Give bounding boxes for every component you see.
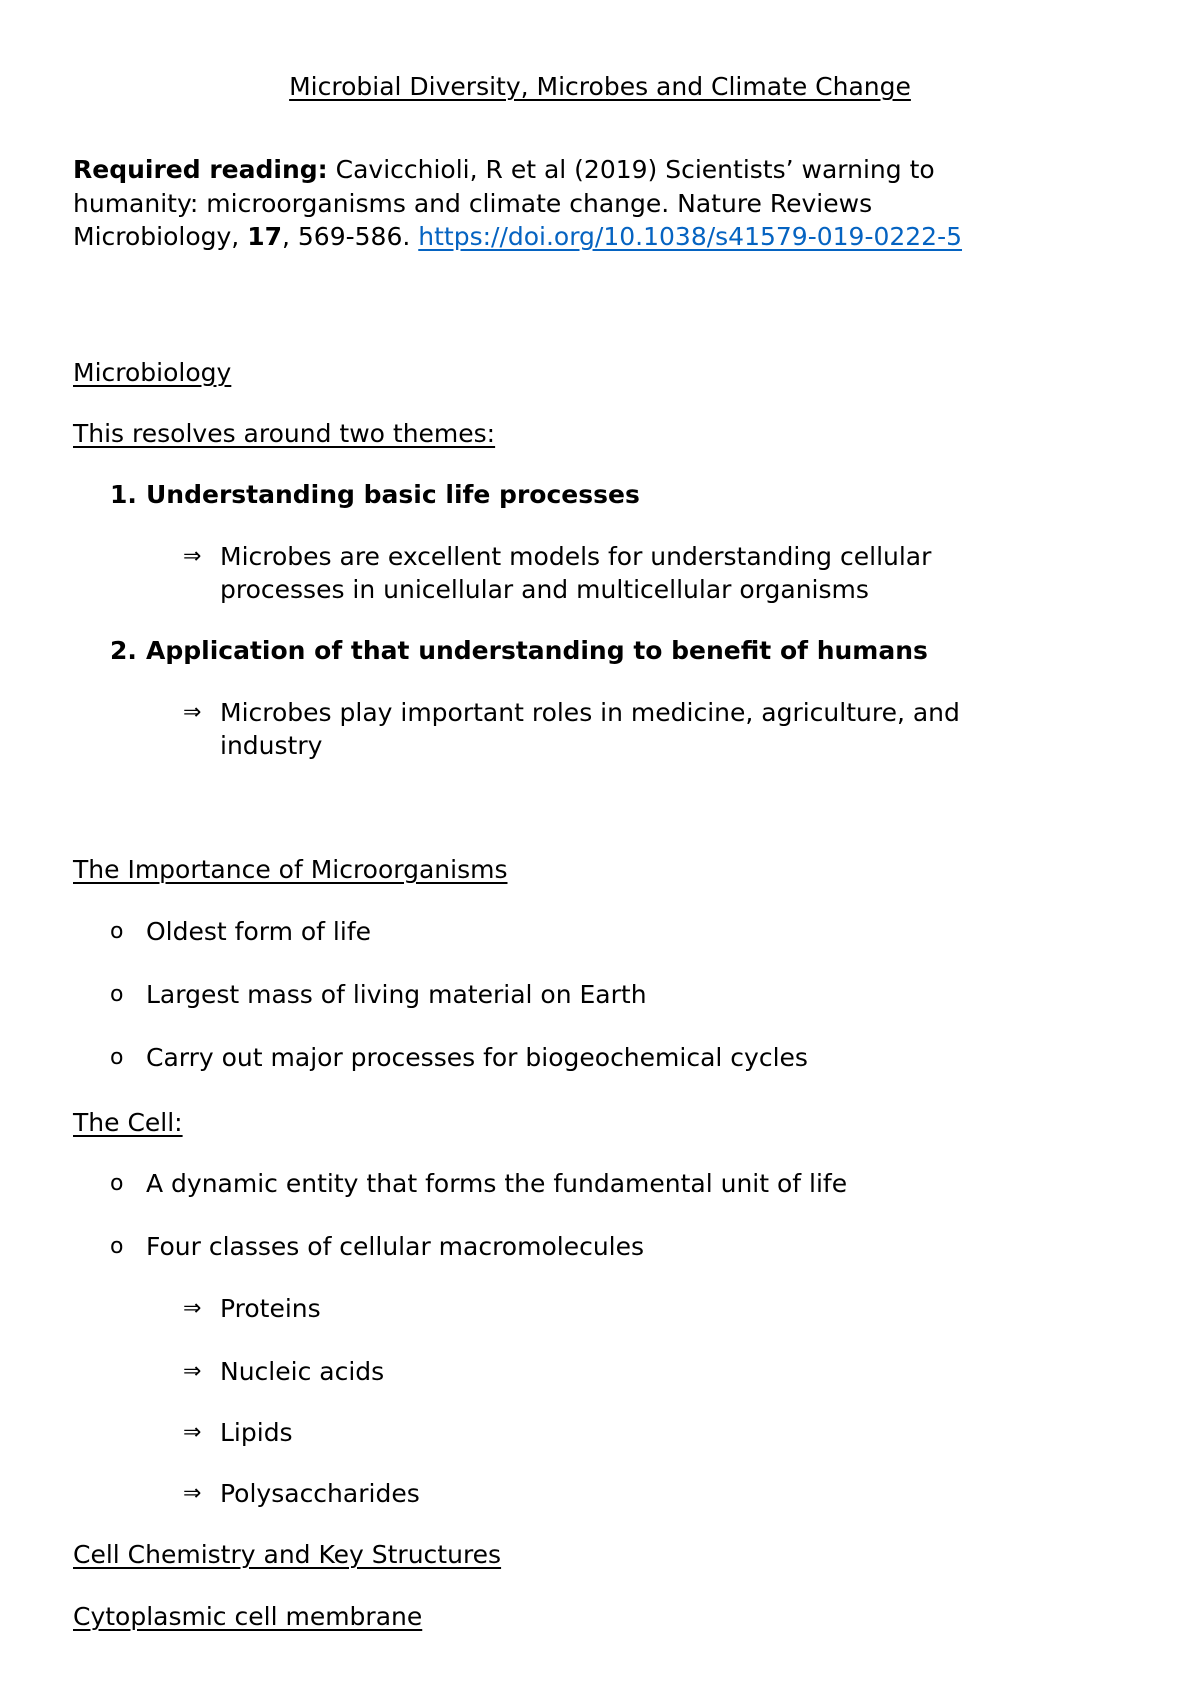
- macromolecule-item: Polysaccharides: [220, 1479, 420, 1508]
- arrow-bullet-icon: ⇒: [183, 700, 202, 725]
- macromolecule-item: Lipids: [220, 1418, 293, 1447]
- heading-cell-chemistry: Cell Chemistry and Key Structures: [73, 1540, 502, 1569]
- arrow-bullet-icon: ⇒: [183, 1420, 202, 1445]
- importance-item: Largest mass of living material on Earth: [146, 980, 647, 1009]
- circle-bullet-icon: o: [110, 1045, 124, 1070]
- cell-item: Four classes of cellular macromolecules: [146, 1232, 645, 1261]
- circle-bullet-icon: o: [110, 1171, 124, 1196]
- circle-bullet-icon: o: [110, 1234, 124, 1259]
- theme-point-1-line-2: processes in unicellular and multicellular organisms: [220, 575, 869, 604]
- heading-cell: The Cell:: [73, 1108, 183, 1137]
- doi-link[interactable]: https://doi.org/10.1038/s41579-019-0222-5: [418, 222, 963, 251]
- circle-bullet-icon: o: [110, 982, 124, 1007]
- reading-line-2: humanity: microorganisms and climate change. Nature Reviews: [73, 189, 873, 218]
- cell-item: A dynamic entity that forms the fundamental unit of life: [146, 1169, 848, 1198]
- importance-item: Carry out major processes for biogeochemical cycles: [146, 1043, 808, 1072]
- importance-item: Oldest form of life: [146, 917, 371, 946]
- heading-cytoplasmic-membrane: Cytoplasmic cell membrane: [73, 1602, 423, 1631]
- theme-number-2: 2.: [110, 636, 137, 665]
- reading-text-1: Cavicchioli, R et al (2019) Scientists’ warning to: [327, 155, 935, 184]
- required-reading-label: Required reading:: [73, 155, 328, 184]
- subheading-themes: This resolves around two themes:: [73, 419, 496, 448]
- heading-microbiology: Microbiology: [73, 358, 232, 387]
- macromolecule-item: Proteins: [220, 1294, 321, 1323]
- circle-bullet-icon: o: [110, 919, 124, 944]
- volume-number: 17: [247, 222, 282, 251]
- theme-point-2-line-2: industry: [220, 731, 323, 760]
- theme-title-2: Application of that understanding to benefit of humans: [146, 636, 928, 665]
- theme-title-1: Understanding basic life processes: [146, 480, 640, 509]
- reading-line-1: [73, 153, 935, 187]
- arrow-bullet-icon: ⇒: [183, 1296, 202, 1321]
- theme-point-1-line-1: Microbes are excellent models for understanding cellular: [220, 542, 932, 571]
- reading-line-3: Microbiology, 17, 569-586. https://doi.org/10.1038/s41579-019-0222-5: [73, 222, 963, 251]
- document-title: Microbial Diversity, Microbes and Climate Change: [289, 72, 911, 101]
- arrow-bullet-icon: ⇒: [183, 1359, 202, 1384]
- arrow-bullet-icon: ⇒: [183, 544, 202, 569]
- theme-number-1: 1.: [110, 480, 137, 509]
- theme-point-2-line-1: Microbes play important roles in medicine, agriculture, and: [220, 698, 960, 727]
- macromolecule-item: Nucleic acids: [220, 1357, 385, 1386]
- arrow-bullet-icon: ⇒: [183, 1481, 202, 1506]
- heading-importance: The Importance of Microorganisms: [73, 855, 508, 884]
